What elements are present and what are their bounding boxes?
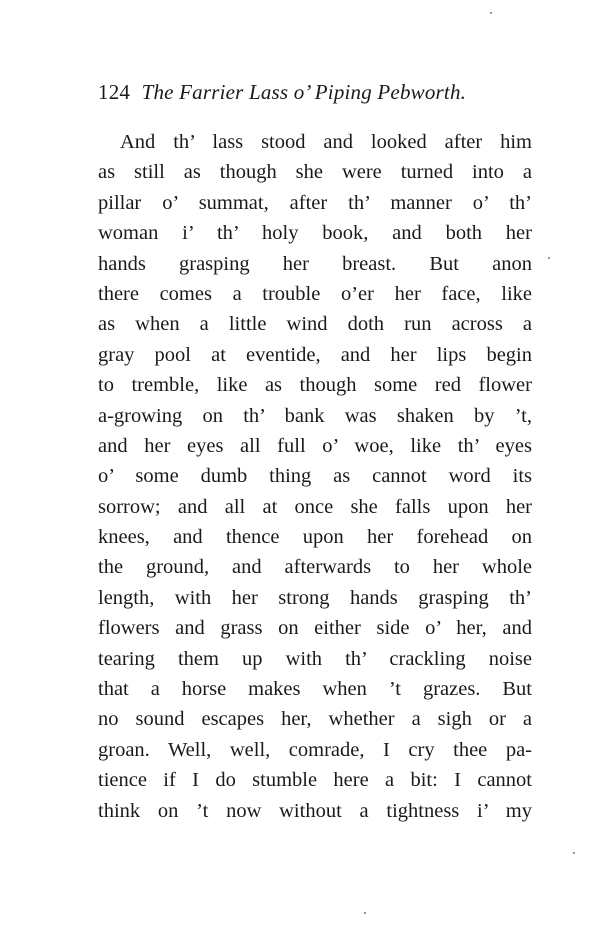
text-line: the ground, and afterwards to her whole [98, 556, 532, 579]
text-line: groan. Well, well, comrade, I cry thee pa- [98, 738, 532, 761]
text-line: hands grasping her breast. But anon [98, 252, 532, 275]
text-line: there comes a trouble o’er her face, like [98, 282, 532, 305]
page-number: 124 [98, 80, 131, 104]
scan-speck [573, 852, 575, 854]
text-line: flowers and grass on either side o’ her, and [98, 617, 532, 640]
text-line: sorrow; and all at once she falls upon her [98, 495, 532, 518]
text-line: woman i’ th’ holy book, and both her [98, 222, 532, 245]
text-line: that a horse makes when ’t grazes. But [98, 678, 532, 701]
text-line: to tremble, like as though some red flower [98, 374, 532, 397]
body-text [98, 127, 532, 826]
scan-speck [490, 12, 492, 14]
text-line: And th’ lass stood and looked after him [120, 131, 532, 153]
text-line: and her eyes all full o’ woe, like th’ eyes [98, 434, 532, 457]
running-title: The Farrier Lass o’ Piping Pebworth. [141, 80, 467, 104]
text-line: pillar o’ summat, after th’ manner o’ th’ [98, 191, 532, 214]
text-line: o’ some dumb thing as cannot word its [98, 465, 532, 488]
scan-speck [548, 257, 550, 259]
text-line: length, with her strong hands grasping th’ [98, 586, 532, 609]
text-line: knees, and thence upon her forehead on [98, 526, 532, 549]
text-line: gray pool at eventide, and her lips begin [98, 343, 532, 366]
text-line: a-growing on th’ bank was shaken by ’t, [98, 404, 532, 427]
text-line: as when a little wind doth run across a [98, 313, 532, 336]
running-header [98, 80, 538, 110]
text-line: as still as though she were turned into a [98, 161, 532, 184]
text-line: no sound escapes her, whether a sigh or a [98, 708, 532, 731]
text-line: tearing them up with th’ crackling noise [98, 647, 532, 670]
text-line: tience if I do stumble here a bit: I cannot [98, 769, 532, 792]
scan-speck [364, 912, 366, 914]
text-line: think on ’t now without a tightness i’ my [98, 799, 532, 822]
